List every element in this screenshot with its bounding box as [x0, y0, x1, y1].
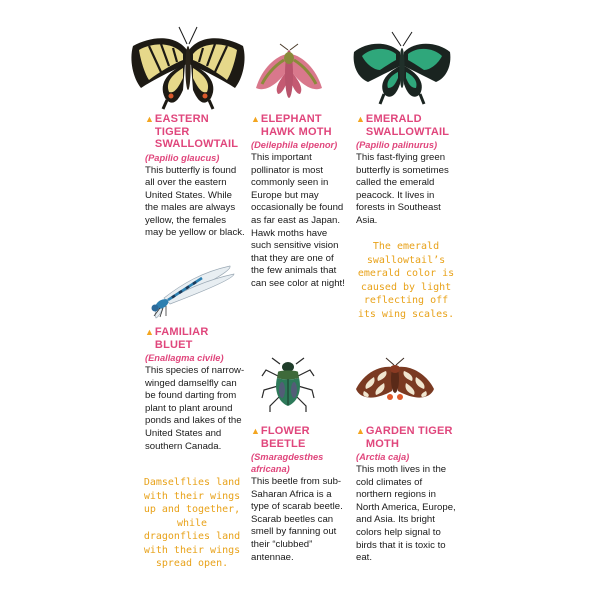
- species-name: ELEPHANT HAWK MOTH: [260, 113, 332, 138]
- triangle-marker-icon: ▲: [356, 426, 365, 436]
- scientific-name: (Arctia caja): [356, 452, 410, 462]
- species-description: This important pollinator is most commonly seen in Europe but may occasionally be found as far east as Japan. Hawk moths have such sensitive vision that they are one of the few animals that can see color at night!: [251, 152, 345, 289]
- garden-tiger-moth-illustration: [354, 357, 436, 407]
- species-name: EMERALD SWALLOWTAIL: [365, 113, 450, 138]
- entry-eastern-tiger-swallowtail: [145, 113, 245, 240]
- species-name: GARDEN TIGER MOTH: [365, 425, 453, 450]
- entry-emerald-swallowtail: [356, 113, 456, 228]
- elephant-hawk-moth-illustration: [250, 42, 328, 102]
- entry-familiar-bluet: [145, 326, 245, 453]
- scientific-name: (Enallagma civile): [145, 353, 224, 363]
- emerald-swallowtail-illustration: [350, 30, 454, 106]
- triangle-marker-icon: ▲: [251, 426, 260, 436]
- triangle-marker-icon: ▲: [145, 327, 154, 337]
- species-description: This butterfly is found all over the eastern United States. While the males are always yellow, the females may be yellow or black.: [145, 164, 245, 239]
- handwritten-note-damselfly: Damselflies land with their wings up and together, while dragonflies land with their wings spread open.: [143, 477, 241, 569]
- species-name: FAMILIAR BLUET: [154, 326, 209, 351]
- entry-elephant-hawk-moth: [251, 113, 349, 291]
- scientific-name: (Papilio glaucus): [145, 152, 220, 163]
- triangle-marker-icon: ▲: [251, 114, 260, 124]
- scientific-name: (Deilephila elpenor): [251, 140, 338, 150]
- scientific-name: (Smaragdesthes africana): [251, 452, 324, 474]
- familiar-bluet-illustration: [142, 264, 238, 320]
- species-description: This moth lives in the cold climates of northern regions in North America, Europe, and Asia. Its bright colors help signal to birds that it is toxic to eat.: [356, 464, 456, 564]
- tiger-swallowtail-illustration: [127, 24, 249, 110]
- entry-garden-tiger-moth: [356, 425, 456, 565]
- species-name: EASTERN TIGER SWALLOWTAIL: [154, 113, 239, 150]
- triangle-marker-icon: ▲: [356, 114, 365, 124]
- species-description: This fast-flying green butterfly is sometimes called the emerald peacock. It lives in forests in Southeast Asia.: [356, 152, 449, 226]
- scientific-name: (Papilio palinurus): [356, 140, 438, 150]
- species-description: This species of narrow-winged damselfly can be found darting from plant to plant around ponds and lakes of the United States and southern Canada.: [145, 365, 245, 452]
- handwritten-note-emerald: The emerald swallowtail’s emerald color is caused by light reflecting off its wing scales.: [357, 241, 455, 320]
- entry-flower-beetle: [251, 425, 351, 564]
- species-name: FLOWER BEETLE: [260, 425, 310, 450]
- species-description: This beetle from sub-Saharan Africa is a type of scarab beetle. Scarab beetles can smell by fanning out their “clubbed” antennae.: [251, 476, 343, 563]
- flower-beetle-illustration: [258, 354, 318, 414]
- triangle-marker-icon: ▲: [145, 114, 154, 124]
